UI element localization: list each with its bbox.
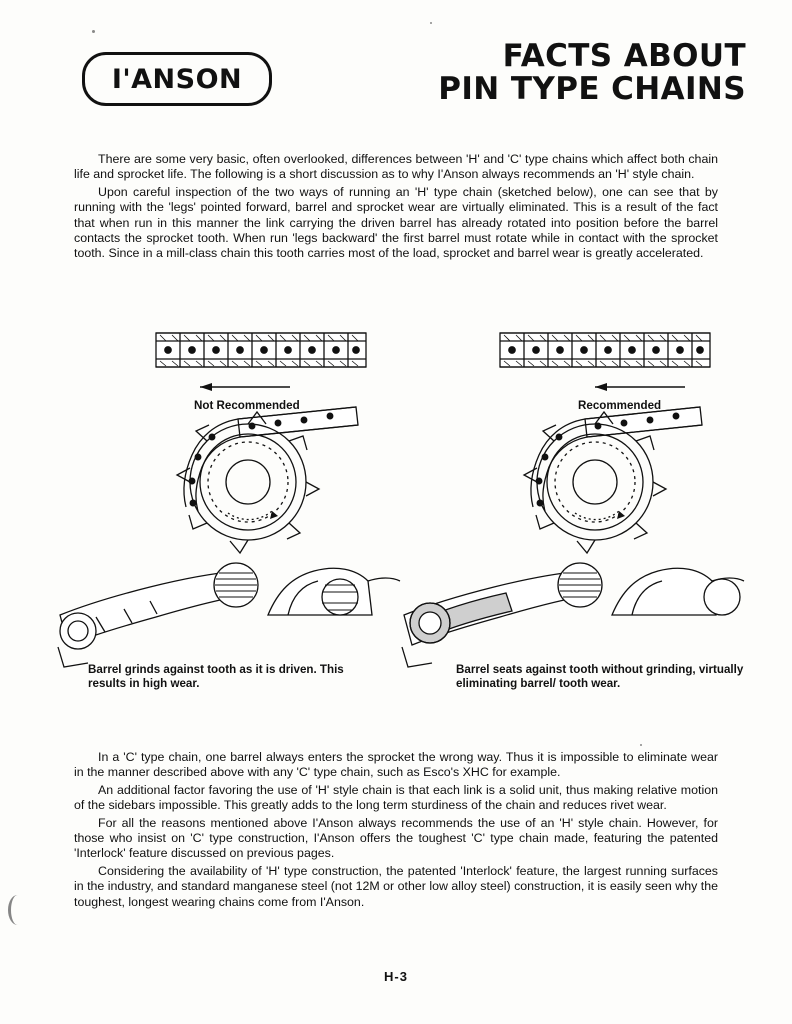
- scan-speck: [430, 22, 432, 24]
- brand-logo-text: I'ANSON: [111, 63, 243, 95]
- conclusion-text-block: [74, 750, 718, 912]
- intro-text-block: [74, 152, 718, 264]
- page-title: [438, 40, 746, 106]
- left-detail-barrel-tooth: [58, 563, 400, 667]
- paragraph: In a 'C' type chain, one barrel always enters the sprocket the wrong way. Thus it is impossible to eliminate wear in the manner described above with any 'C' type chain, such as Esco's XHC for example.: [74, 750, 718, 780]
- left-figure-caption: Barrel grinds against tooth as it is driven. This results in high wear.: [88, 663, 344, 690]
- paragraph: An additional factor favoring the use of 'H' style chain is that each link is a solid unit, thus making relative motion of the sidebars impossible. This greatly adds to the long term sturdiness of the chain and reduces rivet wear.: [74, 782, 718, 813]
- right-chain-strip: [500, 333, 710, 367]
- paragraph: For all the reasons mentioned above I'Anson always recommends the use of an 'H' style chain. However, for those who insist on 'C' type construction, I'Anson offers the toughest 'C' type chain made, featuring the patented 'Interlock' feature discussed on previous pages.: [74, 815, 718, 861]
- scan-edge-mark: [8, 895, 27, 925]
- right-sprocket-diagram: [524, 407, 702, 553]
- left-direction-arrow: [200, 383, 290, 391]
- right-direction-arrow: [595, 383, 685, 391]
- figure-group: [0, 315, 792, 735]
- page-footer: [0, 969, 792, 984]
- right-detail-barrel-tooth: [402, 563, 744, 667]
- paragraph: Upon careful inspection of the two ways of running an 'H' type chain (sketched below), one can see that by running with the 'legs' pointed forward, barrel and sprocket wear are virtually eliminated. This is a result of the fact that when run in this manner the link carrying the driven barrel has already rotated into position before the barrel contacts the sprocket tooth. When run 'legs backward' the first barrel must rotate while in contact with the sprocket tooth. Since in a mill-class chain this tooth carries most of the load, sprocket and barrel wear is greatly accelerated.: [74, 184, 718, 261]
- left-figure-label: Not Recommended: [194, 399, 300, 412]
- page-title-line1: FACTS ABOUT: [502, 38, 746, 74]
- paragraph: There are some very basic, often overlooked, differences between 'H' and 'C' type chains which affect both chain life and sprocket life. The following is a short discussion as to why I'Anson always recommends an 'H' style chain.: [74, 152, 718, 182]
- page-title-line2: PIN TYPE CHAINS: [438, 71, 746, 107]
- paragraph: Considering the availability of 'H' type construction, the patented 'Interlock' feature, the largest running surfaces in the industry, and standard manganese steel (not 12M or other low alloy steel) construction, it is easily seen why the toughest, longest wearing chains come from I'Anson.: [74, 863, 718, 909]
- scan-speck: [640, 744, 642, 746]
- page-number: H-3: [384, 969, 408, 984]
- brand-logo: [82, 52, 272, 106]
- right-figure-label: Recommended: [578, 399, 662, 412]
- page-header: [0, 40, 792, 120]
- right-figure-caption: Barrel seats against tooth without grinding, virtually eliminating barrel/ tooth wear.: [456, 663, 744, 690]
- scan-speck: [92, 30, 95, 33]
- left-chain-strip: [156, 333, 366, 367]
- left-sprocket-diagram: [177, 407, 358, 553]
